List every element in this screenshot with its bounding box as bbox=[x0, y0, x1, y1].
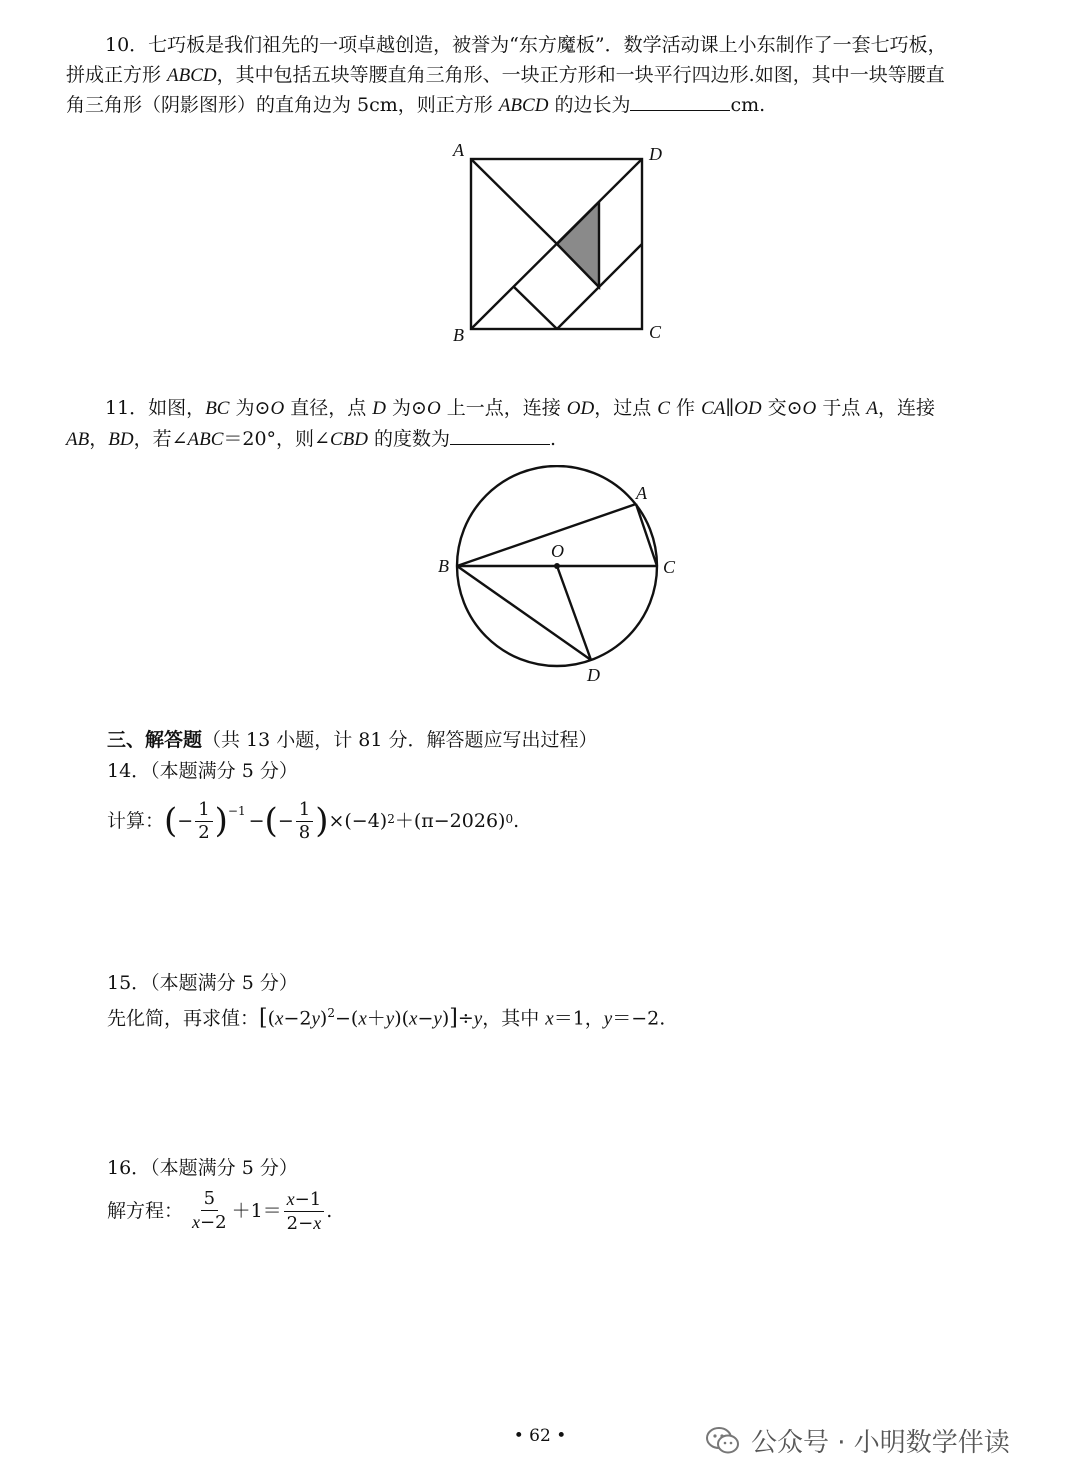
watermark bbox=[705, 1422, 1010, 1459]
segment-2 bbox=[514, 287, 557, 329]
q10-text-1: 10．七巧板是我们祖先的一项卓越创造，被誉为“东方魔板”．数学活动课上小东制作了一套七巧板， bbox=[105, 34, 947, 56]
label-b: B bbox=[453, 325, 464, 345]
wechat-icon bbox=[705, 1426, 741, 1456]
q14-header: 14．（本题满分 5 分） bbox=[107, 760, 298, 782]
section-note: （共 13 小题，计 81 分．解答题应写出过程） bbox=[202, 729, 598, 751]
tangram-figure bbox=[0, 140, 1080, 380]
q11-line-1: 11．如图，BC 为⊙O 直径，点 D 为⊙O 上一点，连接 OD，过点 C 作 CA∥OD 交⊙O 于点 A，连接 bbox=[105, 397, 935, 419]
q14-expression: 计算： ( − $\frac{1}{2}$ ) $^{-1}$ − ( − $\frac{1}{8}$ ) ×(−4) 2 ＋(π−2026) 0 . bbox=[107, 798, 520, 843]
chord-ca bbox=[636, 504, 657, 566]
q16-header: 16．（本题满分 5 分） bbox=[107, 1157, 298, 1179]
label-a: A bbox=[453, 140, 464, 160]
q15-header: 15．（本题满分 5 分） bbox=[107, 972, 298, 994]
fraction-right: $\frac{x-1}{2-x}$ bbox=[284, 1189, 325, 1234]
fraction-one-eighth: $\frac{1}{8}$ bbox=[296, 800, 313, 843]
label-b: B bbox=[438, 556, 449, 576]
diagonal-a-c bbox=[471, 159, 557, 244]
label-c: C bbox=[649, 322, 662, 342]
fraction-left: $\frac{5}{x-2}$ bbox=[192, 1188, 227, 1233]
section-heading bbox=[107, 727, 598, 753]
label-d: D bbox=[649, 144, 662, 164]
radius-od bbox=[557, 566, 591, 660]
answer-blank[interactable] bbox=[630, 92, 730, 111]
shaded-triangle bbox=[557, 202, 599, 287]
q10-line-2: 拼成正方形 ABCD，其中包括五块等腰直角三角形、一块正方形和一块平行四边形.如图，其中一块等腰直 bbox=[66, 64, 945, 86]
label-c: C bbox=[663, 557, 676, 577]
q16-expression: 解方程： $\frac{5}{x-2}$ ＋1＝ $\frac{x-1}{2-x}$ . bbox=[107, 1188, 333, 1234]
q10-line-1 bbox=[105, 32, 947, 58]
chord-ba bbox=[457, 504, 636, 566]
q10-line-3: 角三角形（阴影图形）的直角边为 5cm，则正方形 ABCD 的边长为 cm. bbox=[66, 94, 766, 116]
fraction-one-half: $\frac{1}{2}$ bbox=[195, 800, 212, 843]
label-o: O bbox=[551, 541, 564, 561]
answer-blank[interactable] bbox=[450, 426, 550, 445]
page-number: • 62 • bbox=[513, 1426, 567, 1446]
label-a: A bbox=[636, 483, 647, 503]
circle-figure bbox=[0, 465, 1080, 695]
section-title: 三、解答题 bbox=[107, 729, 203, 751]
label-d: D bbox=[587, 665, 600, 685]
center-point bbox=[554, 563, 560, 569]
q11-line-2: AB，BD，若∠ABC＝20°，则∠CBD 的度数为 . bbox=[66, 428, 557, 450]
q15-expression: 先化简，再求值：$[(x-2y)^2-(x+y)(x-y)]\div y$，其中 x＝1，y＝−2. bbox=[107, 1005, 666, 1031]
chord-bd bbox=[457, 566, 591, 660]
watermark-text: 公众号 · 小明数学伴读 bbox=[751, 1428, 1010, 1458]
